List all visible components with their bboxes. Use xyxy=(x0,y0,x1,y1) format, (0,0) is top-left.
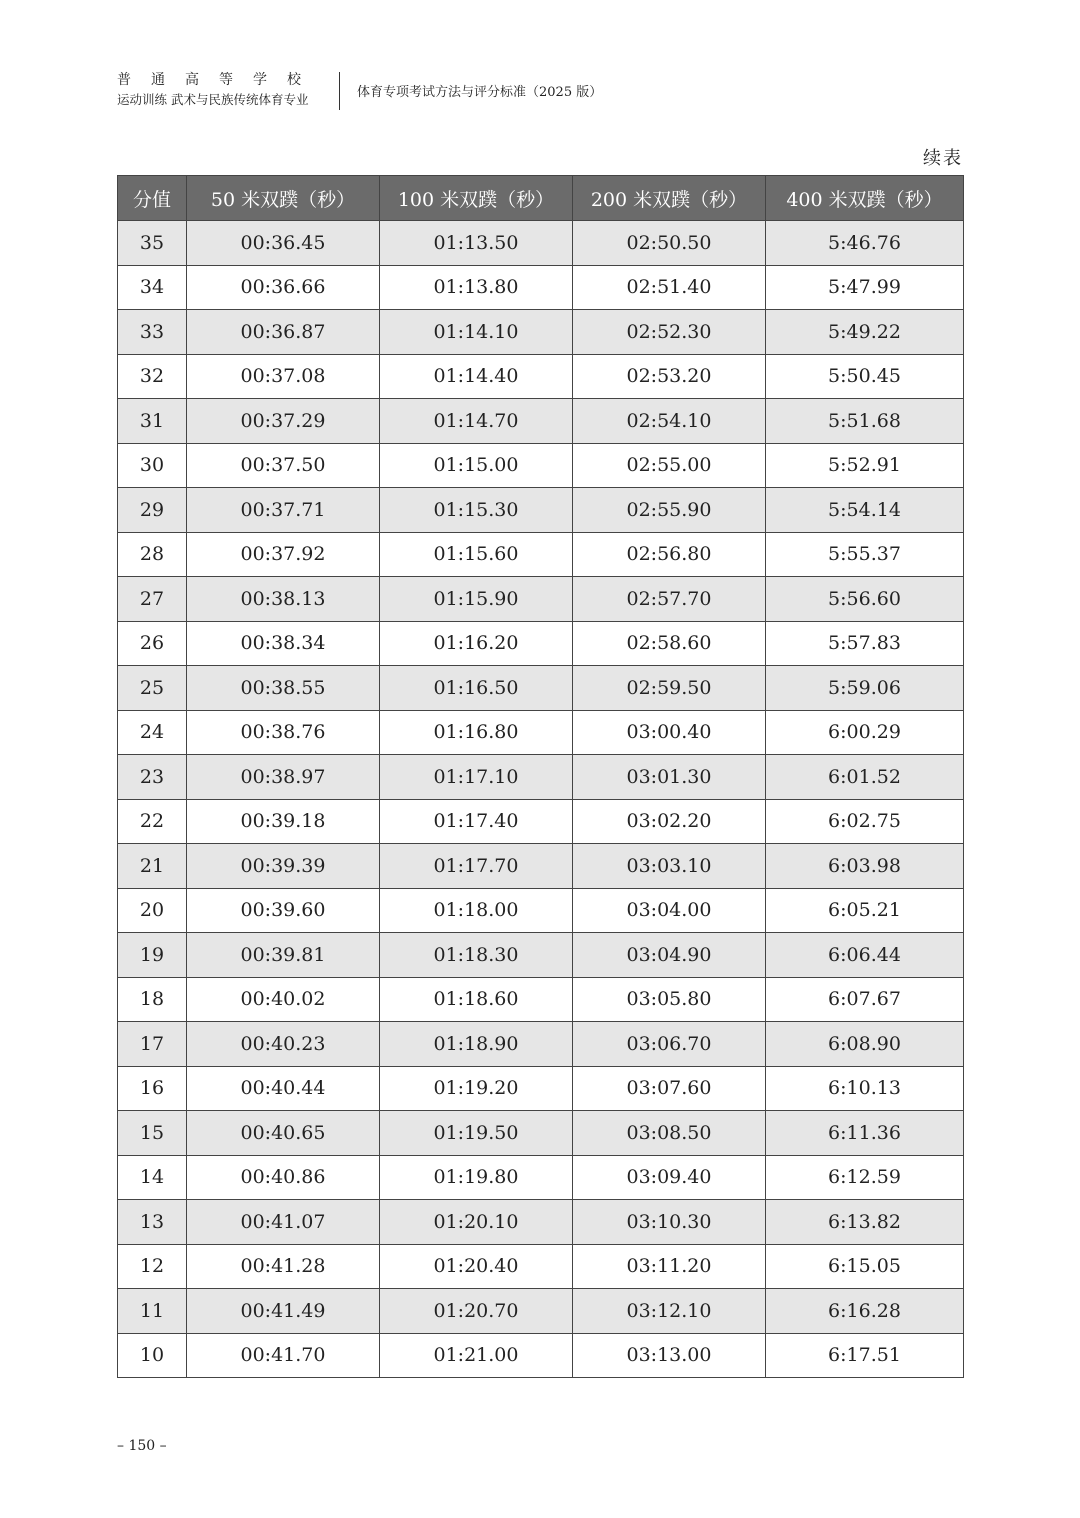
time-400m-cell: 6:05.21 xyxy=(766,888,964,933)
time-50m-cell: 00:39.60 xyxy=(187,888,380,933)
table-header-row xyxy=(118,176,964,221)
score-cell: 17 xyxy=(118,1022,187,1067)
time-100m-cell: 01:17.10 xyxy=(380,755,573,800)
time-200m-cell: 02:54.10 xyxy=(573,399,766,444)
time-400m-cell: 6:06.44 xyxy=(766,933,964,978)
time-400m-cell: 6:07.67 xyxy=(766,977,964,1022)
time-100m-cell: 01:15.30 xyxy=(380,488,573,533)
table-row xyxy=(118,1066,964,1111)
time-50m-cell: 00:38.55 xyxy=(187,666,380,711)
column-header-score: 分值 xyxy=(118,176,187,221)
table-row xyxy=(118,1200,964,1245)
time-200m-cell: 03:07.60 xyxy=(573,1066,766,1111)
time-50m-cell: 00:37.50 xyxy=(187,443,380,488)
score-cell: 13 xyxy=(118,1200,187,1245)
score-cell: 20 xyxy=(118,888,187,933)
time-200m-cell: 03:00.40 xyxy=(573,710,766,755)
time-50m-cell: 00:37.71 xyxy=(187,488,380,533)
time-50m-cell: 00:36.87 xyxy=(187,310,380,355)
score-cell: 30 xyxy=(118,443,187,488)
table-row xyxy=(118,844,964,889)
continued-label: 续表 xyxy=(923,148,963,169)
page-number: – 150 – xyxy=(117,1438,167,1454)
time-400m-cell: 6:00.29 xyxy=(766,710,964,755)
time-200m-cell: 02:59.50 xyxy=(573,666,766,711)
time-50m-cell: 00:40.86 xyxy=(187,1155,380,1200)
score-cell: 34 xyxy=(118,265,187,310)
time-400m-cell: 6:12.59 xyxy=(766,1155,964,1200)
time-100m-cell: 01:14.10 xyxy=(380,310,573,355)
table-row xyxy=(118,1111,964,1156)
table-row xyxy=(118,1244,964,1289)
table-row xyxy=(118,354,964,399)
time-400m-cell: 6:03.98 xyxy=(766,844,964,889)
table-row xyxy=(118,532,964,577)
time-400m-cell: 6:17.51 xyxy=(766,1333,964,1378)
table-row xyxy=(118,399,964,444)
time-50m-cell: 00:40.44 xyxy=(187,1066,380,1111)
time-100m-cell: 01:18.60 xyxy=(380,977,573,1022)
time-200m-cell: 03:13.00 xyxy=(573,1333,766,1378)
time-100m-cell: 01:15.00 xyxy=(380,443,573,488)
time-200m-cell: 03:12.10 xyxy=(573,1289,766,1334)
time-50m-cell: 00:36.45 xyxy=(187,221,380,266)
column-header-200m: 200 米双蹼（秒） xyxy=(573,176,766,221)
time-50m-cell: 00:38.76 xyxy=(187,710,380,755)
score-cell: 18 xyxy=(118,977,187,1022)
time-100m-cell: 01:18.90 xyxy=(380,1022,573,1067)
time-100m-cell: 01:17.70 xyxy=(380,844,573,889)
time-200m-cell: 02:58.60 xyxy=(573,621,766,666)
time-200m-cell: 02:57.70 xyxy=(573,577,766,622)
time-200m-cell: 03:02.20 xyxy=(573,799,766,844)
table-row xyxy=(118,977,964,1022)
time-400m-cell: 6:13.82 xyxy=(766,1200,964,1245)
time-50m-cell: 00:38.34 xyxy=(187,621,380,666)
time-100m-cell: 01:15.60 xyxy=(380,532,573,577)
time-400m-cell: 6:02.75 xyxy=(766,799,964,844)
time-400m-cell: 5:47.99 xyxy=(766,265,964,310)
score-cell: 26 xyxy=(118,621,187,666)
time-400m-cell: 6:15.05 xyxy=(766,1244,964,1289)
time-100m-cell: 01:13.50 xyxy=(380,221,573,266)
score-cell: 28 xyxy=(118,532,187,577)
table-row xyxy=(118,933,964,978)
table-row xyxy=(118,443,964,488)
time-100m-cell: 01:18.00 xyxy=(380,888,573,933)
score-cell: 35 xyxy=(118,221,187,266)
table-row xyxy=(118,1022,964,1067)
table-row xyxy=(118,799,964,844)
time-400m-cell: 6:11.36 xyxy=(766,1111,964,1156)
column-header-400m: 400 米双蹼（秒） xyxy=(766,176,964,221)
time-50m-cell: 00:41.28 xyxy=(187,1244,380,1289)
table-row xyxy=(118,310,964,355)
table-row xyxy=(118,1333,964,1378)
time-100m-cell: 01:16.50 xyxy=(380,666,573,711)
time-50m-cell: 00:38.13 xyxy=(187,577,380,622)
score-cell: 21 xyxy=(118,844,187,889)
score-table xyxy=(117,175,964,1378)
score-cell: 19 xyxy=(118,933,187,978)
table-row xyxy=(118,755,964,800)
time-200m-cell: 03:10.30 xyxy=(573,1200,766,1245)
time-400m-cell: 5:55.37 xyxy=(766,532,964,577)
score-cell: 14 xyxy=(118,1155,187,1200)
time-400m-cell: 6:01.52 xyxy=(766,755,964,800)
time-50m-cell: 00:38.97 xyxy=(187,755,380,800)
time-200m-cell: 03:05.80 xyxy=(573,977,766,1022)
time-400m-cell: 5:52.91 xyxy=(766,443,964,488)
time-50m-cell: 00:37.08 xyxy=(187,354,380,399)
time-50m-cell: 00:41.07 xyxy=(187,1200,380,1245)
time-100m-cell: 01:18.30 xyxy=(380,933,573,978)
header-left xyxy=(117,70,325,110)
time-50m-cell: 00:39.18 xyxy=(187,799,380,844)
time-200m-cell: 03:04.00 xyxy=(573,888,766,933)
table-row xyxy=(118,577,964,622)
score-cell: 11 xyxy=(118,1289,187,1334)
time-400m-cell: 6:16.28 xyxy=(766,1289,964,1334)
time-200m-cell: 03:04.90 xyxy=(573,933,766,978)
time-400m-cell: 5:56.60 xyxy=(766,577,964,622)
time-200m-cell: 02:55.00 xyxy=(573,443,766,488)
header-book-title: 体育专项考试方法与评分标准（2025 版） xyxy=(357,85,603,100)
time-100m-cell: 01:15.90 xyxy=(380,577,573,622)
table-row xyxy=(118,710,964,755)
score-cell: 33 xyxy=(118,310,187,355)
time-50m-cell: 00:41.49 xyxy=(187,1289,380,1334)
time-200m-cell: 03:08.50 xyxy=(573,1111,766,1156)
time-100m-cell: 01:20.70 xyxy=(380,1289,573,1334)
time-50m-cell: 00:41.70 xyxy=(187,1333,380,1378)
time-100m-cell: 01:14.70 xyxy=(380,399,573,444)
score-cell: 27 xyxy=(118,577,187,622)
table-body xyxy=(118,221,964,1378)
time-200m-cell: 02:52.30 xyxy=(573,310,766,355)
score-cell: 29 xyxy=(118,488,187,533)
table-row xyxy=(118,221,964,266)
time-200m-cell: 03:01.30 xyxy=(573,755,766,800)
time-100m-cell: 01:19.20 xyxy=(380,1066,573,1111)
time-100m-cell: 01:16.80 xyxy=(380,710,573,755)
score-cell: 23 xyxy=(118,755,187,800)
table-row xyxy=(118,1155,964,1200)
time-50m-cell: 00:40.65 xyxy=(187,1111,380,1156)
score-cell: 31 xyxy=(118,399,187,444)
header-school-type: 普通高等学校 xyxy=(117,72,321,88)
time-200m-cell: 02:56.80 xyxy=(573,532,766,577)
score-cell: 22 xyxy=(118,799,187,844)
time-100m-cell: 01:20.40 xyxy=(380,1244,573,1289)
time-100m-cell: 01:17.40 xyxy=(380,799,573,844)
time-50m-cell: 00:39.81 xyxy=(187,933,380,978)
time-50m-cell: 00:36.66 xyxy=(187,265,380,310)
time-400m-cell: 5:49.22 xyxy=(766,310,964,355)
time-400m-cell: 5:46.76 xyxy=(766,221,964,266)
table-row xyxy=(118,1289,964,1334)
time-200m-cell: 02:50.50 xyxy=(573,221,766,266)
time-200m-cell: 02:53.20 xyxy=(573,354,766,399)
time-100m-cell: 01:14.40 xyxy=(380,354,573,399)
time-400m-cell: 5:50.45 xyxy=(766,354,964,399)
header-divider xyxy=(339,72,340,110)
time-400m-cell: 6:10.13 xyxy=(766,1066,964,1111)
time-50m-cell: 00:40.02 xyxy=(187,977,380,1022)
score-cell: 24 xyxy=(118,710,187,755)
time-400m-cell: 6:08.90 xyxy=(766,1022,964,1067)
time-100m-cell: 01:20.10 xyxy=(380,1200,573,1245)
time-100m-cell: 01:21.00 xyxy=(380,1333,573,1378)
time-400m-cell: 5:57.83 xyxy=(766,621,964,666)
time-400m-cell: 5:54.14 xyxy=(766,488,964,533)
time-50m-cell: 00:39.39 xyxy=(187,844,380,889)
time-100m-cell: 01:19.80 xyxy=(380,1155,573,1200)
score-cell: 15 xyxy=(118,1111,187,1156)
time-400m-cell: 5:59.06 xyxy=(766,666,964,711)
table-row xyxy=(118,265,964,310)
time-200m-cell: 02:55.90 xyxy=(573,488,766,533)
time-200m-cell: 03:11.20 xyxy=(573,1244,766,1289)
time-100m-cell: 01:13.80 xyxy=(380,265,573,310)
time-50m-cell: 00:37.92 xyxy=(187,532,380,577)
column-header-100m: 100 米双蹼（秒） xyxy=(380,176,573,221)
score-cell: 32 xyxy=(118,354,187,399)
score-cell: 12 xyxy=(118,1244,187,1289)
time-200m-cell: 03:06.70 xyxy=(573,1022,766,1067)
time-200m-cell: 03:09.40 xyxy=(573,1155,766,1200)
time-100m-cell: 01:16.20 xyxy=(380,621,573,666)
table-row xyxy=(118,488,964,533)
score-cell: 25 xyxy=(118,666,187,711)
time-200m-cell: 03:03.10 xyxy=(573,844,766,889)
table-row xyxy=(118,621,964,666)
time-200m-cell: 02:51.40 xyxy=(573,265,766,310)
header-major: 运动训练 武术与民族传统体育专业 xyxy=(117,92,309,107)
score-cell: 10 xyxy=(118,1333,187,1378)
time-400m-cell: 5:51.68 xyxy=(766,399,964,444)
time-50m-cell: 00:40.23 xyxy=(187,1022,380,1067)
time-50m-cell: 00:37.29 xyxy=(187,399,380,444)
column-header-50m: 50 米双蹼（秒） xyxy=(187,176,380,221)
time-100m-cell: 01:19.50 xyxy=(380,1111,573,1156)
table-row xyxy=(118,888,964,933)
score-cell: 16 xyxy=(118,1066,187,1111)
table-row xyxy=(118,666,964,711)
